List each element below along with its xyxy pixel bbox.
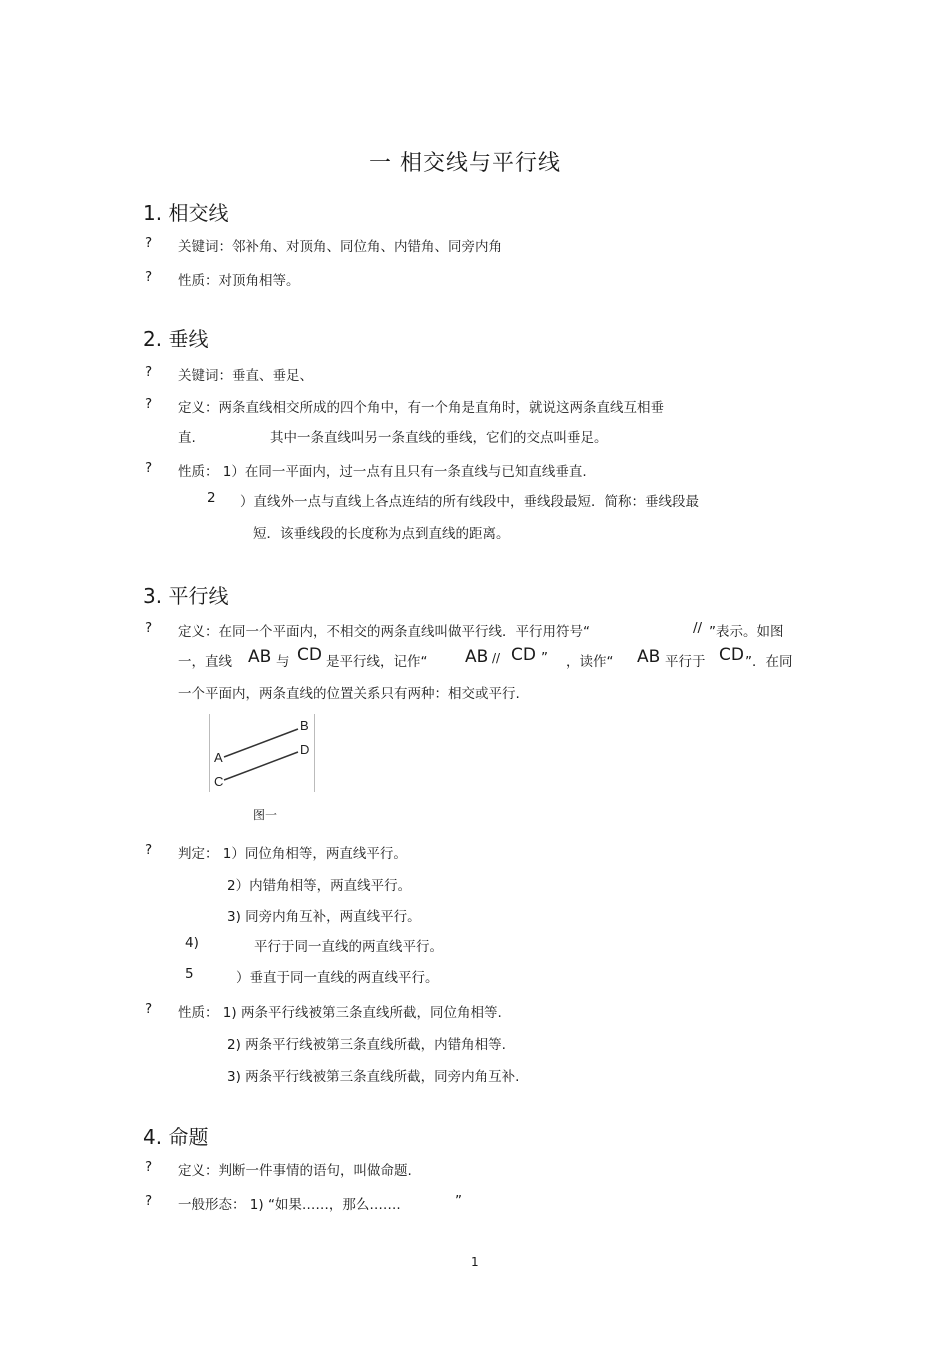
bullet-marker: ? xyxy=(145,460,153,476)
criteria-text: ）垂直于同一直线的两直线平行。 xyxy=(236,970,439,986)
definition-text: 定义：判断一件事情的语句，叫做命题. xyxy=(178,1163,412,1179)
section-heading-parallel-lines: 3. 平行线 xyxy=(143,584,229,608)
list-number: 5 xyxy=(185,966,194,982)
criteria-text: 3) 同旁内角互补，两直线平行。 xyxy=(227,909,421,925)
keywords-text: 关键词：垂直、垂足、 xyxy=(178,368,313,384)
criteria-text: 判定： 1）同位角相等，两直线平行。 xyxy=(178,846,407,862)
line-label-cd: CD xyxy=(511,645,536,665)
definition-text: 定义：两条直线相交所成的四个角中，有一个角是直角时，就说这两条直线互相垂 xyxy=(178,400,664,416)
definition-text: 一，直线 xyxy=(178,654,232,670)
property-text: 性质： 1) 两条平行线被第三条直线所截，同位角相等. xyxy=(178,1005,502,1021)
line-label-ab: AB xyxy=(465,647,489,667)
section-heading-propositions: 4. 命题 xyxy=(143,1125,209,1149)
line-label-ab: AB xyxy=(637,647,661,667)
line-ab xyxy=(224,729,298,757)
parallel-symbol: // xyxy=(693,620,703,636)
line-label-cd: CD xyxy=(719,645,744,665)
bullet-marker: ? xyxy=(145,1159,153,1175)
point-label-c: C xyxy=(214,774,224,789)
property-text: ）直线外一点与直线上各点连结的所有线段中，垂线段最短．简称：垂线段最 xyxy=(240,494,699,510)
line-label-ab: AB xyxy=(248,647,272,667)
definition-text: 与 xyxy=(276,654,290,670)
bullet-marker: ? xyxy=(145,1193,153,1209)
list-number: 2 xyxy=(207,490,216,506)
parallel-lines-figure xyxy=(209,714,315,792)
definition-text: 是平行线，记作“ xyxy=(326,654,428,670)
section-heading-perpendicular: 2. 垂线 xyxy=(143,327,209,351)
property-text-cont: 短．该垂线段的长度称为点到直线的距离。 xyxy=(253,526,510,542)
definition-text: ”表示。如图 xyxy=(709,624,784,640)
line-label-cd: CD xyxy=(297,645,322,665)
definition-text: 定义：在同一个平面内，不相交的两条直线叫做平行线．平行用符号“ xyxy=(178,624,590,640)
figure-caption: 图一 xyxy=(253,808,278,822)
property-text: 性质：对顶角相等。 xyxy=(178,273,300,289)
bullet-marker: ? xyxy=(145,235,153,251)
definition-text-cont: 其中一条直线叫另一条直线的垂线，它们的交点叫垂足。 xyxy=(270,430,608,446)
definition-text: ” xyxy=(541,650,548,666)
general-form-text: 一般形态： 1) “如果……，那么……. xyxy=(178,1197,401,1213)
criteria-text: 2）内错角相等，两直线平行。 xyxy=(227,878,412,894)
bullet-marker: ? xyxy=(145,1001,153,1017)
page-title: 一 相交线与平行线 xyxy=(369,151,561,176)
criteria-text: 平行于同一直线的两直线平行。 xyxy=(254,939,443,955)
definition-text: 平行于 xyxy=(665,654,706,670)
point-label-d: D xyxy=(300,742,310,757)
keywords-text: 关键词：邻补角、对顶角、同位角、内错角、同旁内角 xyxy=(178,239,502,255)
page-number: 1 xyxy=(471,1255,479,1269)
point-label-b: B xyxy=(300,718,309,733)
bullet-marker: ? xyxy=(145,269,153,285)
bullet-marker: ? xyxy=(145,842,153,858)
parallel-lines-diagram xyxy=(210,714,314,792)
definition-text-cont: 直. xyxy=(178,430,196,446)
line-cd xyxy=(224,752,298,780)
definition-text: ，读作“ xyxy=(566,654,614,670)
bullet-marker: ? xyxy=(145,364,153,380)
bullet-marker: ? xyxy=(145,620,153,636)
property-text: 3) 两条平行线被第三条直线所截，同旁内角互补. xyxy=(227,1069,520,1085)
definition-text-cont: 一个平面内，两条直线的位置关系只有两种：相交或平行. xyxy=(178,686,520,702)
parallel-symbol: // xyxy=(492,651,501,665)
definition-text: ”．在同 xyxy=(745,654,793,670)
property-text: 2) 两条平行线被第三条直线所截，内错角相等. xyxy=(227,1037,506,1053)
point-label-a: A xyxy=(214,750,223,765)
list-number: 4) xyxy=(185,935,199,951)
section-heading-intersecting-lines: 1. 相交线 xyxy=(143,201,229,225)
property-text: 性质： 1）在同一平面内，过一点有且只有一条直线与已知直线垂直. xyxy=(178,464,587,480)
general-form-text: ” xyxy=(455,1193,462,1209)
bullet-marker: ? xyxy=(145,396,153,412)
